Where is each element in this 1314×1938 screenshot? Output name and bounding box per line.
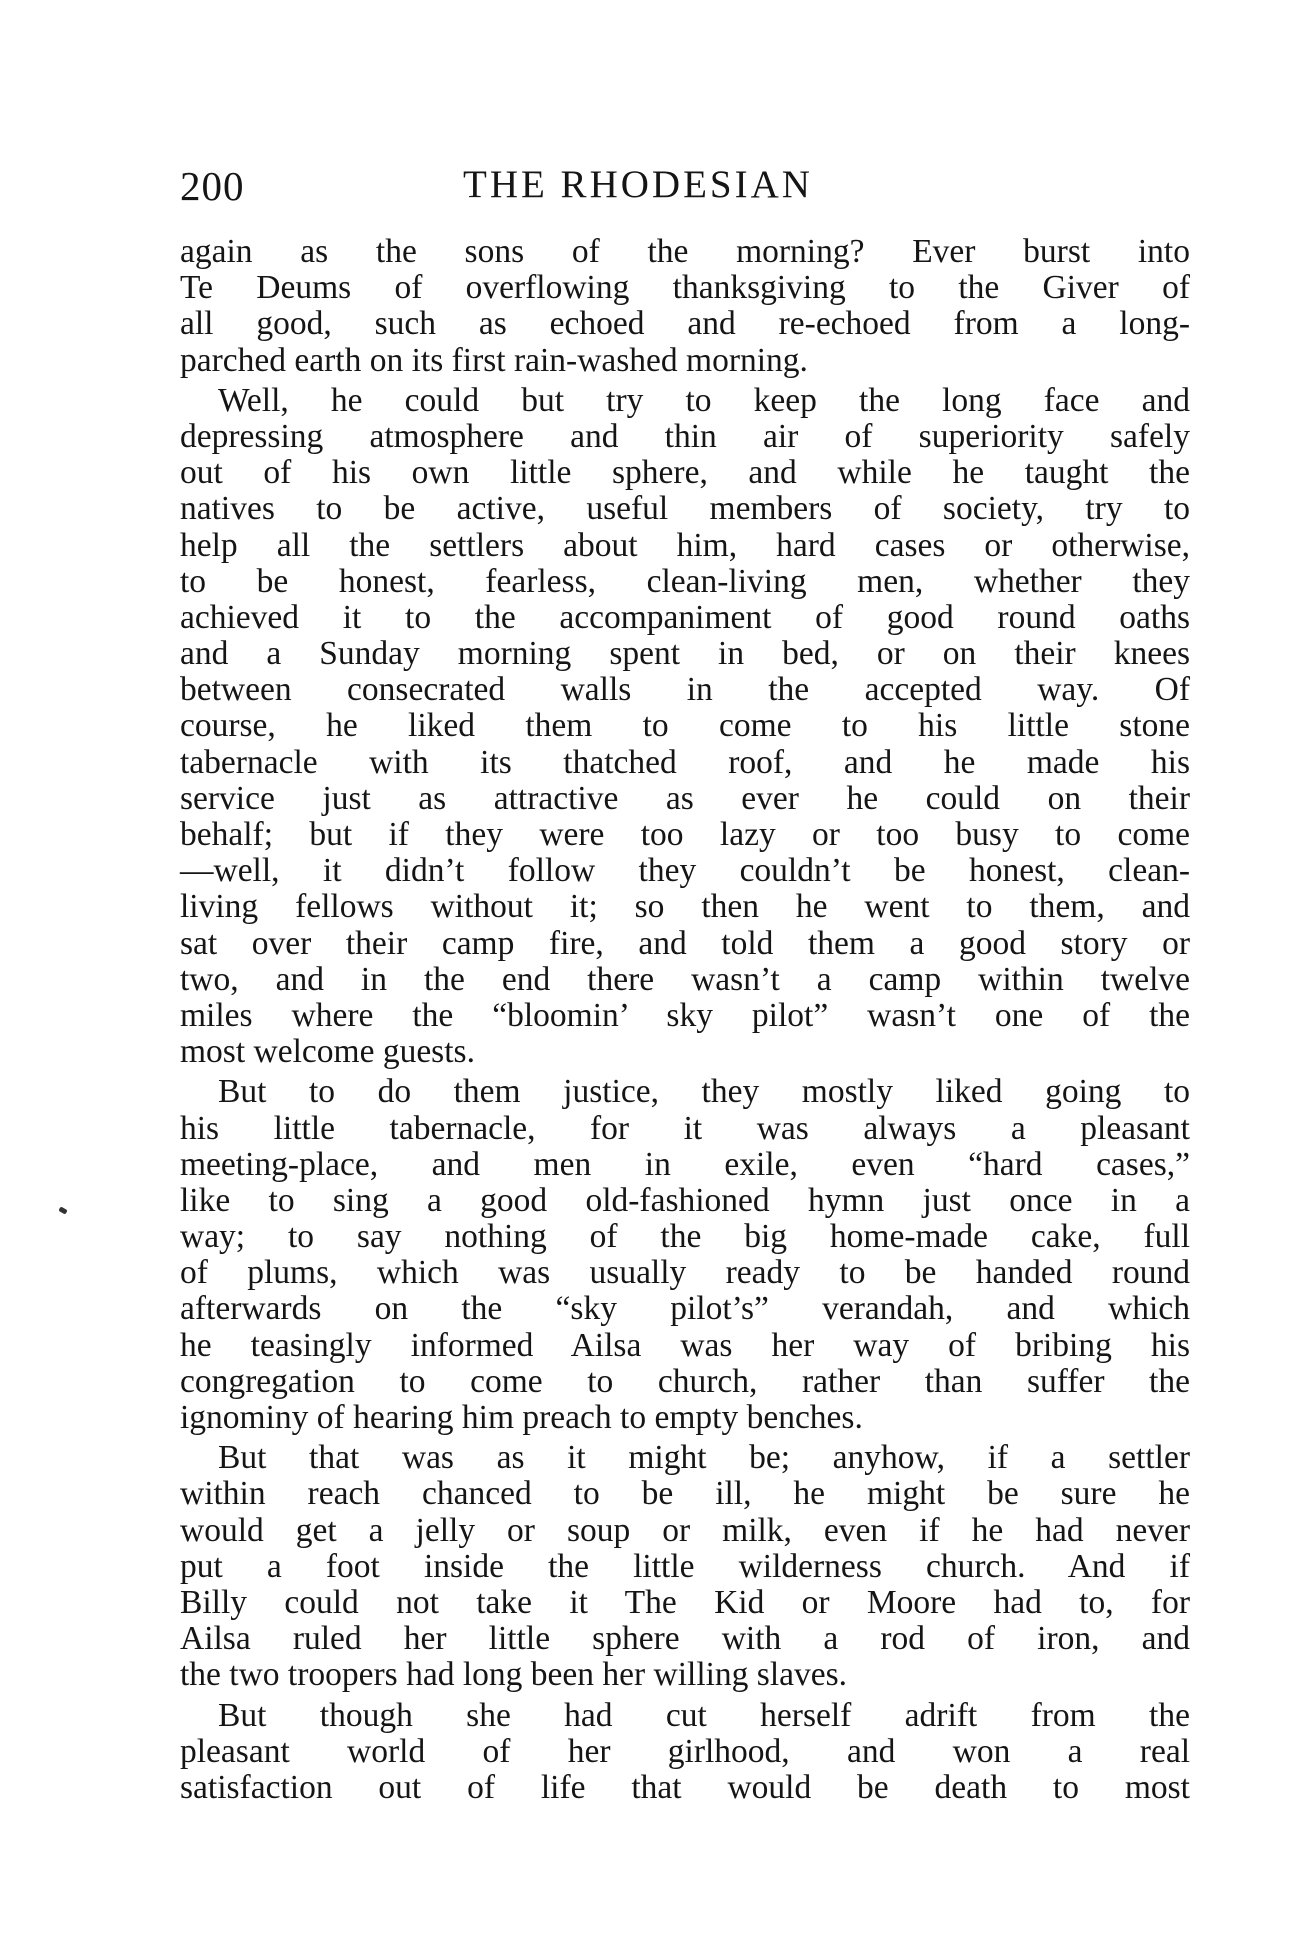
text-line: service just as attractive as ever he could on their — [180, 779, 1190, 817]
text-line: help all the settlers about him, hard cases or otherwise, — [180, 526, 1190, 564]
text-line: Billy could not take it The Kid or Moore had to, for — [180, 1583, 1190, 1621]
paragraph — [180, 383, 1190, 1071]
body-text — [180, 234, 1190, 1806]
ink-speck — [58, 1206, 67, 1214]
text-line: all good, such as echoed and re-echoed from a long- — [180, 305, 1190, 343]
page-number: 200 — [180, 163, 245, 209]
text-line: tabernacle with its thatched roof, and he made his — [180, 743, 1190, 781]
text-line: Te Deums of overflowing thanksgiving to the Giver of — [180, 269, 1190, 307]
text-line: his little tabernacle, for it was always a pleasant — [180, 1109, 1190, 1147]
text-line: parched earth on its first rain-washed morning. — [180, 341, 808, 379]
text-line: —well, it didn’t follow they couldn’t be honest, clean- — [180, 852, 1190, 890]
text-line: to be honest, fearless, clean-living men, whether they — [180, 562, 1190, 600]
text-line: natives to be active, useful members of society, try to — [180, 490, 1190, 528]
text-line: congregation to come to church, rather than suffer the — [180, 1362, 1190, 1400]
text-line: living fellows without it; so then he went to them, and — [180, 888, 1190, 926]
text-line: sat over their camp fire, and told them a good story or — [180, 924, 1190, 962]
text-line: afterwards on the “sky pilot’s” verandah, and which — [180, 1290, 1190, 1328]
text-line: But though she had cut herself adrift from the — [218, 1696, 1190, 1734]
text-line: course, he liked them to come to his little stone — [180, 707, 1190, 745]
text-line: again as the sons of the morning? Ever burst into — [180, 233, 1190, 270]
text-line: satisfaction out of life that would be death to most — [180, 1768, 1190, 1806]
text-line: way; to say nothing of the big home-made cake, full — [180, 1218, 1190, 1256]
text-line: the two troopers had long been her willing slaves. — [180, 1656, 848, 1694]
text-line: he teasingly informed Ailsa was her way of bribing his — [180, 1326, 1190, 1364]
text-line: miles where the “bloomin’ sky pilot” wasn’t one of the — [180, 996, 1190, 1034]
text-line: ignominy of hearing him preach to empty benches. — [180, 1399, 863, 1436]
paragraph — [180, 1698, 1190, 1807]
text-line: Ailsa ruled her little sphere with a rod of iron, and — [180, 1620, 1190, 1658]
paragraph — [180, 234, 1190, 379]
text-line: But that was as it might be; anyhow, if a settler — [218, 1439, 1190, 1477]
text-line: most welcome guests. — [180, 1033, 475, 1071]
running-head — [180, 162, 1190, 222]
text-line: meeting-place, and men in exile, even “hard cases,” — [180, 1145, 1190, 1183]
text-line: would get a jelly or soup or milk, even if he had never — [180, 1511, 1190, 1549]
text-line: Well, he could but try to keep the long face and — [218, 381, 1190, 419]
paragraph — [180, 1440, 1190, 1693]
text-line: two, and in the end there wasn’t a camp within twelve — [180, 960, 1190, 998]
running-title: THE RHODESIAN — [463, 163, 813, 206]
text-line: out of his own little sphere, and while he taught the — [180, 454, 1190, 492]
text-line: behalf; but if they were too lazy or too busy to come — [180, 816, 1190, 853]
text-line: like to sing a good old-fashioned hymn just once in a — [180, 1181, 1190, 1219]
text-line: of plums, which was usually ready to be handed round — [180, 1254, 1190, 1292]
text-line: But to do them justice, they mostly liked going to — [218, 1073, 1190, 1111]
text-line: achieved it to the accompaniment of good round oaths — [180, 598, 1190, 636]
paragraph — [180, 1074, 1190, 1436]
text-line: and a Sunday morning spent in bed, or on their knees — [180, 635, 1190, 673]
text-line: between consecrated walls in the accepted way. Of — [180, 671, 1190, 709]
text-line: pleasant world of her girlhood, and won a real — [180, 1732, 1190, 1770]
text-line: put a foot inside the little wilderness church. And if — [180, 1547, 1190, 1585]
text-line: depressing atmosphere and thin air of superiority safely — [180, 417, 1190, 455]
text-line: within reach chanced to be ill, he might be sure he — [180, 1475, 1190, 1513]
